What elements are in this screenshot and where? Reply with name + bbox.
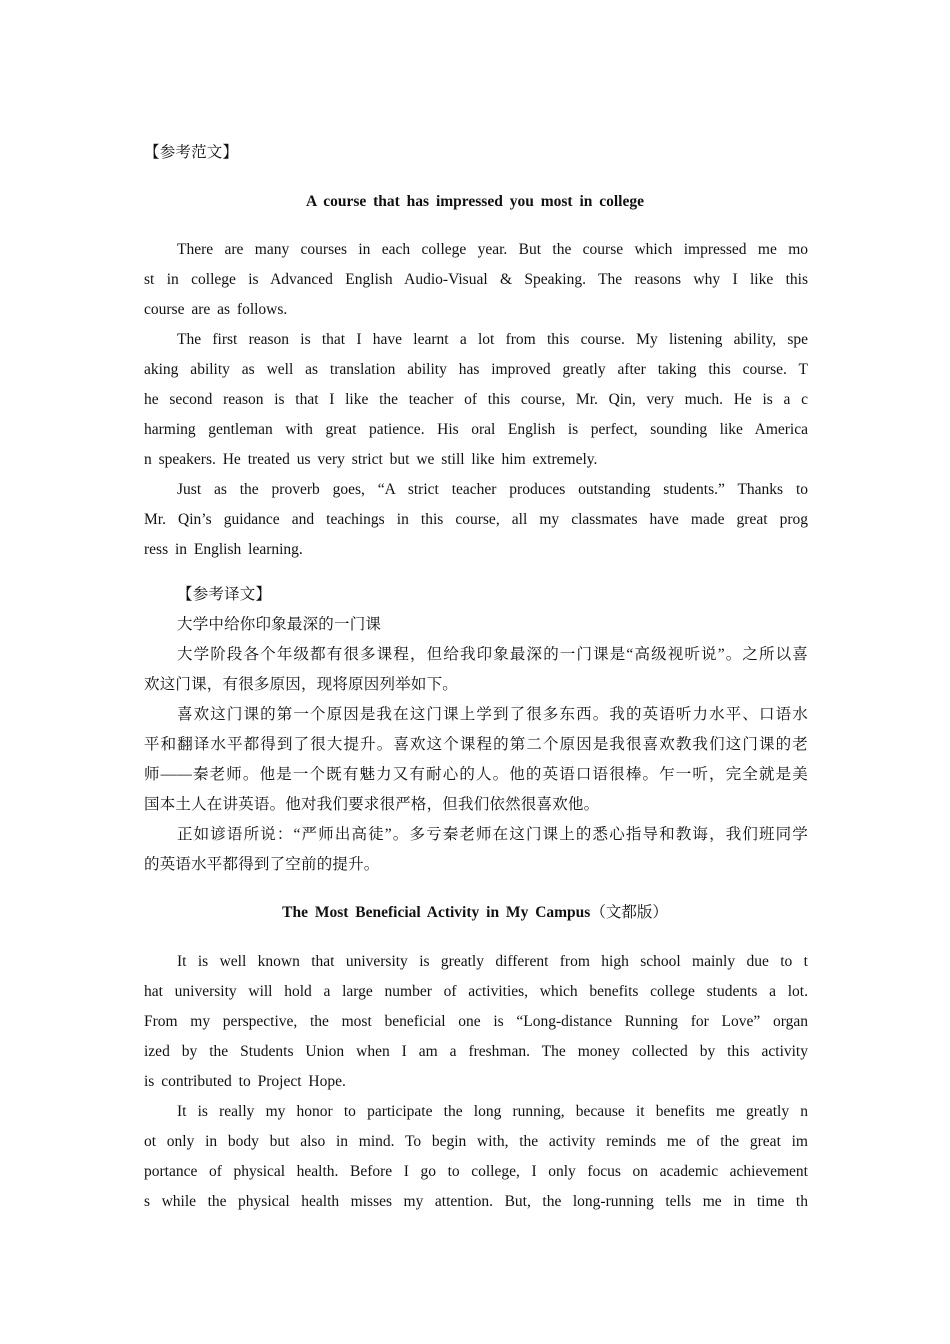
essay-line: ress in English learning. [144, 541, 303, 558]
essay-title-2-suffix: （文都版） [590, 904, 668, 921]
essay-title-2-text: The Most Beneficial Activity in My Campus [282, 904, 591, 921]
essay-line: It is really my honor to participate the long running, because it benefits me greatly n [177, 1103, 808, 1120]
essay-line: ot only in body but also in mind. To begin with, the activity reminds me of the great im [144, 1133, 808, 1150]
translation-line: 欢这门课，有很多原因，现将原因列举如下。 [144, 676, 459, 693]
section-label-reference-essay: 【参考范文】 [144, 144, 239, 161]
essay-line: ized by the Students Union when I am a freshman. The money collected by this activity [144, 1043, 808, 1060]
translation-line: 师——秦老师。他是一个既有魅力又有耐心的人。他的英语口语很棒。乍一听，完全就是美 [144, 766, 808, 783]
section-label-reference-translation: 【参考译文】 [177, 586, 272, 603]
essay-title-2 [0, 898, 950, 928]
essay-line: he second reason is that I like the teacher of this course, Mr. Qin, very much. He is a c [144, 391, 808, 408]
essay-line: Just as the proverb goes, “A strict teacher produces outstanding students.” Thanks to [177, 481, 808, 498]
essay-line: It is well known that university is greatly different from high school mainly due to t [177, 953, 808, 970]
essay-line: aking ability as well as translation ability has improved greatly after taking this course. T [144, 361, 808, 378]
translation-line: 喜欢这门课的第一个原因是我在这门课上学到了很多东西。我的英语听力水平、口语水 [177, 706, 808, 723]
translation-line: 大学阶段各个年级都有很多课程，但给我印象最深的一门课是“高级视听说”。之所以喜 [177, 646, 808, 663]
translation-line: 平和翻译水平都得到了很大提升。喜欢这个课程的第二个原因是我很喜欢教我们这门课的老 [144, 736, 808, 753]
essay-line: There are many courses in each college year. But the course which impressed me mo [177, 241, 808, 258]
essay-line: Mr. Qin’s guidance and teachings in this course, all my classmates have made great prog [144, 511, 808, 528]
essay-line: From my perspective, the most beneficial one is “Long-distance Running for Love” organ [144, 1013, 808, 1030]
essay-line: n speakers. He treated us very strict but we still like him extremely. [144, 451, 598, 468]
essay-line: is contributed to Project Hope. [144, 1073, 346, 1090]
essay-line: course are as follows. [144, 301, 288, 318]
essay-line: harming gentleman with great patience. His oral English is perfect, sounding like America [144, 421, 808, 438]
translation-line: 国本土人在讲英语。他对我们要求很严格，但我们依然很喜欢他。 [144, 796, 600, 813]
translation-line: 正如谚语所说：“严师出高徒”。多亏秦老师在这门课上的悉心指导和教诲，我们班同学 [177, 826, 808, 843]
translation-title: 大学中给你印象最深的一门课 [177, 616, 382, 633]
essay-line: The first reason is that I have learnt a lot from this course. My listening ability, spe [177, 331, 808, 348]
essay-line: hat university will hold a large number of activities, which benefits college students a lot. [144, 983, 808, 1000]
essay-line: portance of physical health. Before I go to college, I only focus on academic achievement [144, 1163, 808, 1180]
translation-line: 的英语水平都得到了空前的提升。 [144, 856, 380, 873]
essay-title: A course that has impressed you most in college [305, 193, 644, 210]
essay-line: s while the physical health misses my attention. But, the long-running tells me in time th [144, 1193, 808, 1210]
essay-line: st in college is Advanced English Audio-Visual & Speaking. The reasons why I like this [144, 271, 808, 288]
